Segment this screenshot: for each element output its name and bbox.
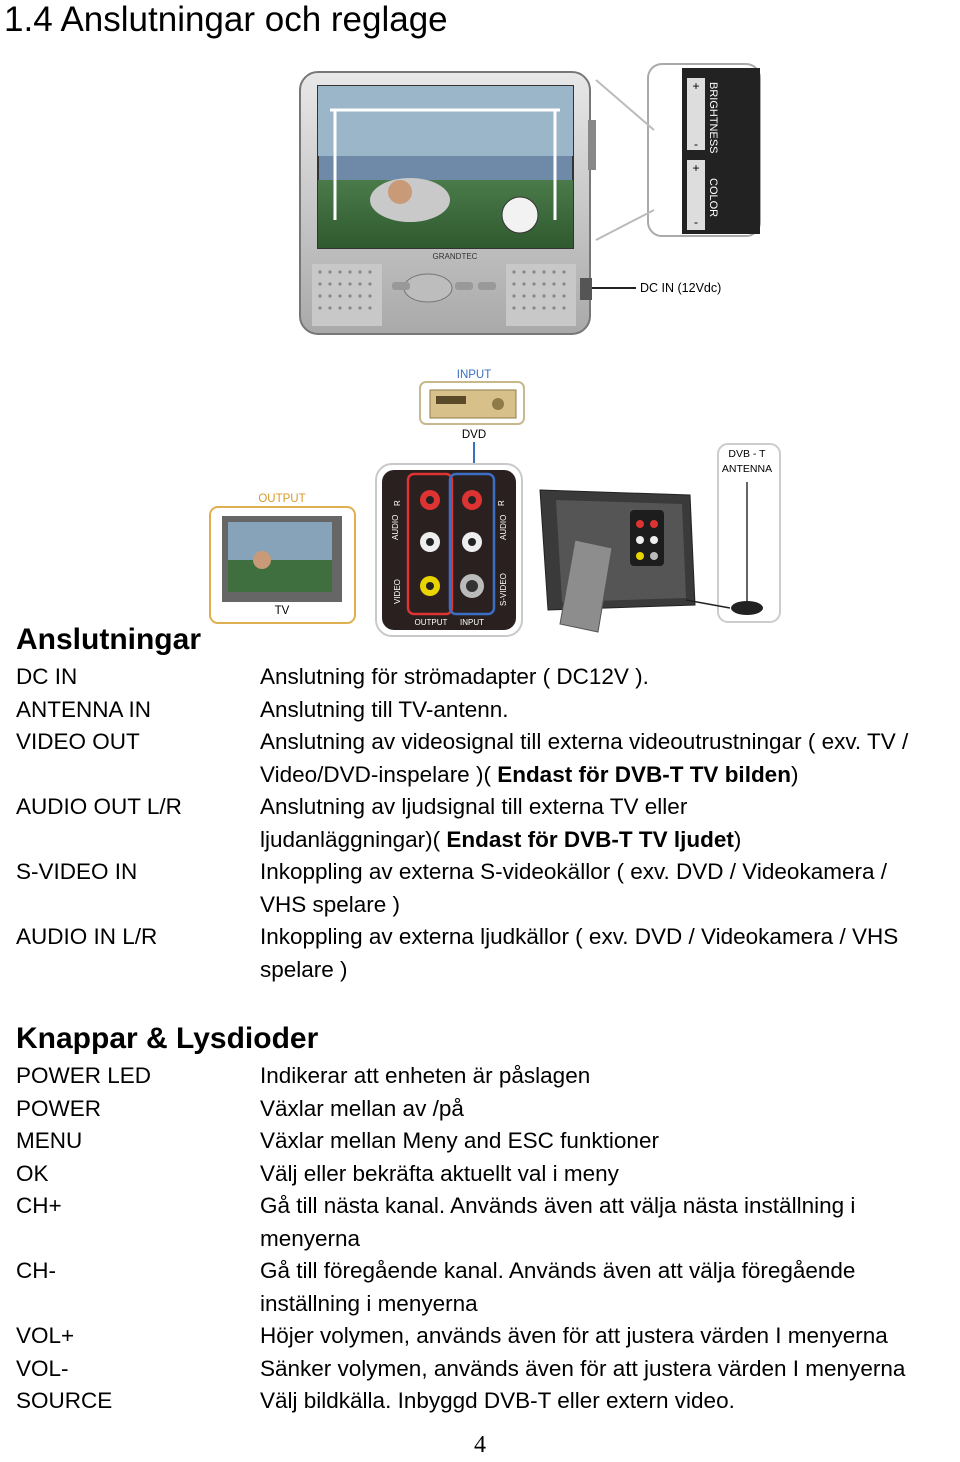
svg-text:R: R [497, 500, 506, 506]
list-item: AUDIO IN L/R Inkoppling av externa ljudkällor ( exv. DVD / Videokamera / VHS spelare ) [16, 921, 956, 986]
page-title: 1.4 Anslutningar och reglage [4, 0, 448, 39]
svg-text:AUDIO: AUDIO [499, 514, 508, 540]
svg-text:BRIGHTNESS: BRIGHTNESS [707, 82, 719, 154]
item-term: SOURCE [16, 1388, 113, 1413]
item-term: S-VIDEO IN [16, 859, 138, 884]
device-rear-view [540, 490, 695, 632]
item-term: POWER LED [16, 1063, 152, 1088]
list-item: CH- Gå till föregående kanal. Används även att välja föregående inställning i menyerna [16, 1255, 956, 1320]
list-item: ANTENNA IN Anslutning till TV-antenn. [16, 694, 956, 727]
list-item: S-VIDEO IN Inkoppling av externa S-videokällor ( exv. DVD / Videokamera / VHS spelare ) [16, 856, 956, 921]
svg-text:OUTPUT: OUTPUT [258, 493, 306, 505]
list-item: POWER Växlar mellan av /på [16, 1093, 956, 1126]
svg-text:OUTPUT: OUTPUT [414, 618, 448, 627]
list-item: AUDIO OUT L/R Anslutning av ljudsignal till externa TV eller ljudanläggningar)( Endast för DVB-T TV ljudet) [16, 791, 956, 856]
item-term: POWER [16, 1095, 102, 1121]
list-item: SOURCE Välj bildkälla. Inbyggd DVB-T eller extern video. [16, 1385, 956, 1418]
item-term: AUDIO OUT L/R [16, 794, 182, 819]
svg-text:COLOR: COLOR [707, 178, 719, 218]
connections-heading: Anslutningar [16, 623, 201, 656]
connections-figure [0, 40, 960, 665]
item-term: OK [16, 1160, 49, 1186]
side-control-panel [596, 64, 760, 240]
svg-text:ANTENNA: ANTENNA [721, 463, 773, 475]
svg-text:-: - [694, 137, 698, 151]
svg-text:DVD: DVD [461, 429, 487, 441]
item-term: VOL- [16, 1355, 69, 1381]
dvd-player [420, 382, 524, 424]
connections-list [16, 661, 956, 986]
connector-panel [376, 464, 522, 636]
item-term: VIDEO OUT [16, 729, 140, 754]
dc-in-label: DC IN (12Vdc) [640, 281, 722, 295]
item-term: CH- [16, 1258, 56, 1283]
svg-text:GRANDTEC: GRANDTEC [432, 252, 478, 261]
svg-text:+: + [692, 79, 700, 93]
svg-text:DVB - T: DVB - T [728, 448, 766, 460]
svg-text:R: R [393, 500, 402, 506]
svg-text:INPUT: INPUT [460, 618, 484, 627]
item-term: VOL+ [16, 1323, 75, 1348]
list-item: MENU Växlar mellan Meny and ESC funktioner [16, 1125, 956, 1158]
item-term: CH+ [16, 1193, 62, 1218]
portable-tv-device [300, 72, 596, 334]
svg-text:-: - [694, 215, 698, 229]
svg-text:INPUT: INPUT [456, 369, 492, 381]
item-term: MENU [16, 1128, 83, 1153]
list-item: CH+ Gå till nästa kanal. Används även att välja nästa inställning i menyerna [16, 1190, 956, 1255]
svg-text:+: + [692, 161, 700, 175]
svg-text:TV: TV [274, 605, 290, 617]
item-term: DC IN [16, 664, 78, 689]
item-term: AUDIO IN L/R [16, 924, 158, 949]
item-term: ANTENNA IN [16, 696, 152, 722]
list-item: VOL- Sänker volymen, används även för att justera värden I menyerna [16, 1353, 956, 1386]
svg-text:S-VIDEO: S-VIDEO [499, 573, 508, 606]
svg-text:VIDEO: VIDEO [393, 579, 402, 604]
svg-text:AUDIO: AUDIO [391, 514, 400, 540]
list-item: DC IN Anslutning för strömadapter ( DC12V ). [16, 661, 956, 694]
buttons-heading: Knappar & Lysdioder [16, 1022, 319, 1055]
list-item: VIDEO OUT Anslutning av videosignal till externa videoutrustningar ( exv. TV / Video/DVD-inspelare )( Endast för DVB-T TV bilden) [16, 726, 956, 791]
list-item: OK Välj eller bekräfta aktuellt val i meny [16, 1158, 956, 1191]
list-item: POWER LED Indikerar att enheten är påslagen [16, 1060, 956, 1093]
buttons-list [16, 1060, 956, 1418]
page-number: 4 [474, 1432, 486, 1458]
list-item: VOL+ Höjer volymen, används även för att justera värden I menyerna [16, 1320, 956, 1353]
